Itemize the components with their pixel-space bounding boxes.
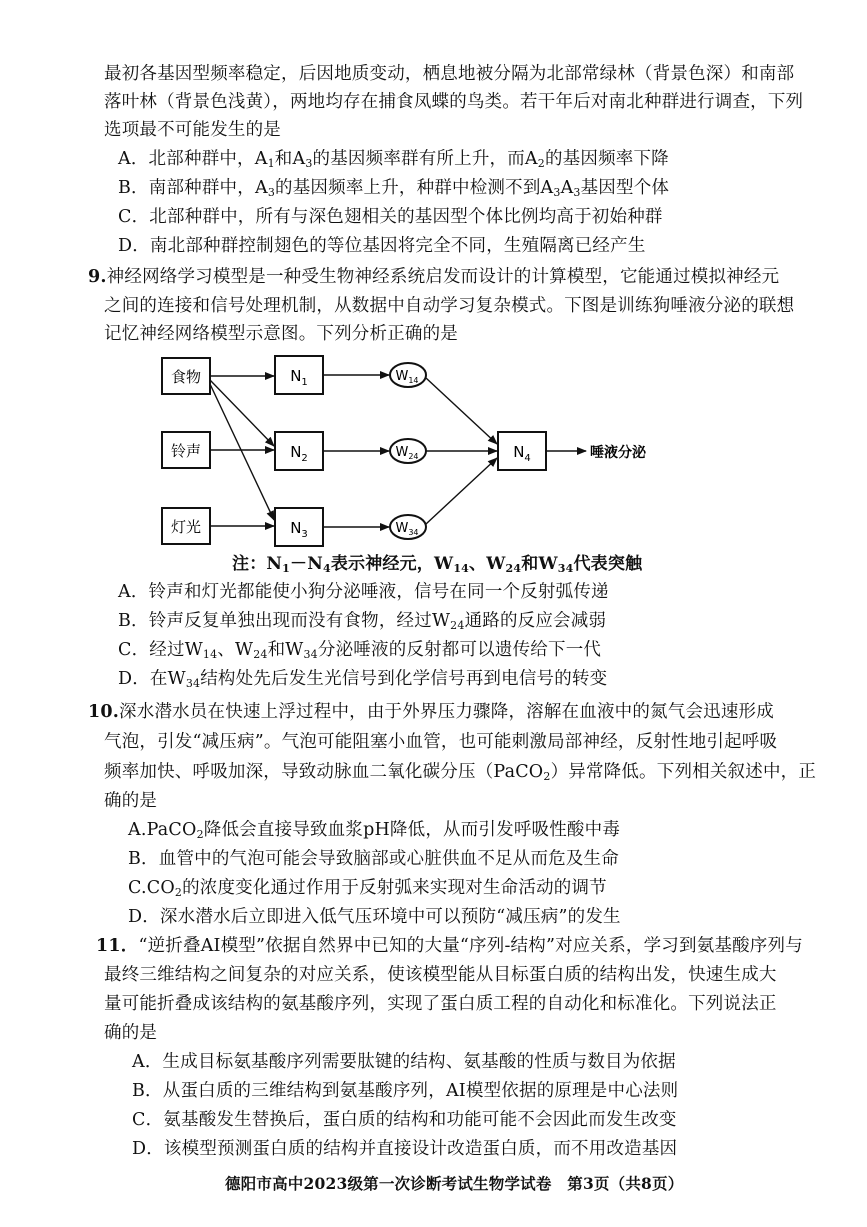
neuron-n1 [275,356,323,394]
q9-diagram-note: 注：$N_1-N_4$表示神经元，$W_{14}$、$W_{24}$和$W_{34}$代表突触 [232,554,643,575]
q9-option-b: B．铃声反复单独出现而没有食物，经过$W_{24}$通路的反应会减弱 [118,611,607,632]
input-light [162,508,210,544]
input-food-label: 食物 [170,368,202,386]
svg-text:N4: $N_4$ [513,443,531,464]
q11-stem-line-4: 确的是 [104,1023,158,1043]
q10-number: 10. [88,702,120,722]
q8-option-b: B．南部种群中，$A_3$的基因频率上升，种群中检测不到$A_3A_3$基因型个体 [118,178,670,199]
q10-stem-line-3: 频率加快、呼吸加深，导致动脉血二氧化碳分压（PaCO$_2$）异常降低。下列相关叙述中，正 [104,762,817,783]
synapse-w14 [390,363,426,387]
q11-option-b: B．从蛋白质的三维结构到氨基酸序列，AI模型依据的原理是中心法则 [132,1081,679,1101]
page-footer: 德阳市高中2023级第一次诊断考试生物学试卷 第3页（共8页） [225,1174,684,1193]
q11-stem-line-1: 11．“逆折叠AI模型”依据自然界中已知的大量“序列-结构”对应关系，学习到氨基酸序列与 [96,936,803,956]
q11-number: 11． [96,936,139,956]
q9-stem-line-1: 9.神经网络学习模型是一种受生物神经系统启发而设计的计算模型，它能通过模拟神经元 [88,267,780,287]
q9-option-a: A．铃声和灯光都能使小狗分泌唾液，信号在同一个反射弧传递 [118,582,609,602]
q8-option-d: D．南北部种群控制翅色的等位基因将完全不同，生殖隔离已经产生 [118,236,646,256]
q11-option-a: A．生成目标氨基酸序列需要肽键的结构、氨基酸的性质与数目为依据 [132,1052,676,1072]
neuron-n4 [498,432,546,470]
q8-option-c: C．北部种群中，所有与深色翅相关的基因型个体比例均高于初始种群 [118,207,663,227]
q11-stem-line-3: 量可能折叠成该结构的氨基酸序列，实现了蛋白质工程的自动化和标准化。下列说法正 [104,994,777,1014]
neural-network-diagram [150,350,670,550]
q9-number: 9. [88,267,107,287]
svg-text:N3: $N_3$ [290,519,308,540]
svg-text:N1: $N_1$ [290,367,308,388]
svg-text:W34: $W_{34}$ [395,521,419,537]
q8-stem-line-1: 最初各基因型频率稳定，后因地质变动，栖息地被分隔为北部常绿林（背景色深）和南部 [104,64,795,84]
neuron-n2 [275,432,323,470]
input-food [162,358,210,394]
synapse-w24 [390,439,426,463]
q8-stem-line-3: 选项最不可能发生的是 [104,120,281,140]
synapse-w34 [390,515,426,539]
q11-option-d: D．该模型预测蛋白质的结构并直接设计改造蛋白质，而不用改造基因 [132,1139,678,1159]
svg-text:W14: $W_{14}$ [395,369,419,385]
q10-stem-line-1: 10.深水潜水员在快速上浮过程中，由于外界压力骤降，溶解在血液中的氮气会迅速形成 [88,702,774,722]
q8-stem-line-2: 落叶林（背景色浅黄），两地均存在捕食凤蝶的鸟类。若干年后对南北种群进行调查，下列 [104,92,804,112]
q10-stem-line-2: 气泡，引发“减压病”。气泡可能阻塞小血管，也可能刺激局部神经，反射性地引起呼吸 [104,732,778,752]
neuron-n3 [275,508,323,546]
q11-stem-line-2: 最终三维结构之间复杂的对应关系，使该模型能从目标蛋白质的结构出发，快速生成大 [104,965,777,985]
q10-option-c: $C.CO_2$的浓度变化通过作用于反射弧来实现对生命活动的调节 [128,878,607,899]
input-bell-label: 铃声 [170,442,202,460]
input-bell [162,432,210,468]
q9-stem-line-3: 记忆神经网络模型示意图。下列分析正确的是 [104,324,458,344]
q9-option-d: D．在$W_{34}$结构处先后发生光信号到化学信号再到电信号的转变 [118,669,608,690]
svg-text:W24: $W_{24}$ [395,445,419,461]
q8-option-a: A．北部种群中，$A_1$和$A_3$的基因频率群有所上升，而$A_2$的基因频率下降 [118,149,669,170]
output-label: 唾液分泌 [590,445,646,461]
q10-option-d: D．深水潜水后立即进入低气压环境中可以预防“减压病”的发生 [128,907,621,927]
svg-text:N2: $N_2$ [290,443,308,464]
input-light-label: 灯光 [170,518,202,536]
q10-option-b: B．血管中的气泡可能会导致脑部或心脏供血不足从而危及生命 [128,849,619,869]
q9-stem-line-2: 之间的连接和信号处理机制，从数据中自动学习复杂模式。下图是训练狗唾液分泌的联想 [104,296,795,316]
q10-stem-line-4: 确的是 [104,791,158,811]
q10-option-a: A.PaCO$_2$降低会直接导致血浆pH降低，从而引发呼吸性酸中毒 [128,820,621,841]
q9-option-c: C．经过$W_{14}$、$W_{24}$和$W_{34}$分泌唾液的反射都可以遗传给下一代 [118,640,602,661]
q11-option-c: C．氨基酸发生替换后，蛋白质的结构和功能可能不会因此而发生改变 [132,1110,677,1130]
